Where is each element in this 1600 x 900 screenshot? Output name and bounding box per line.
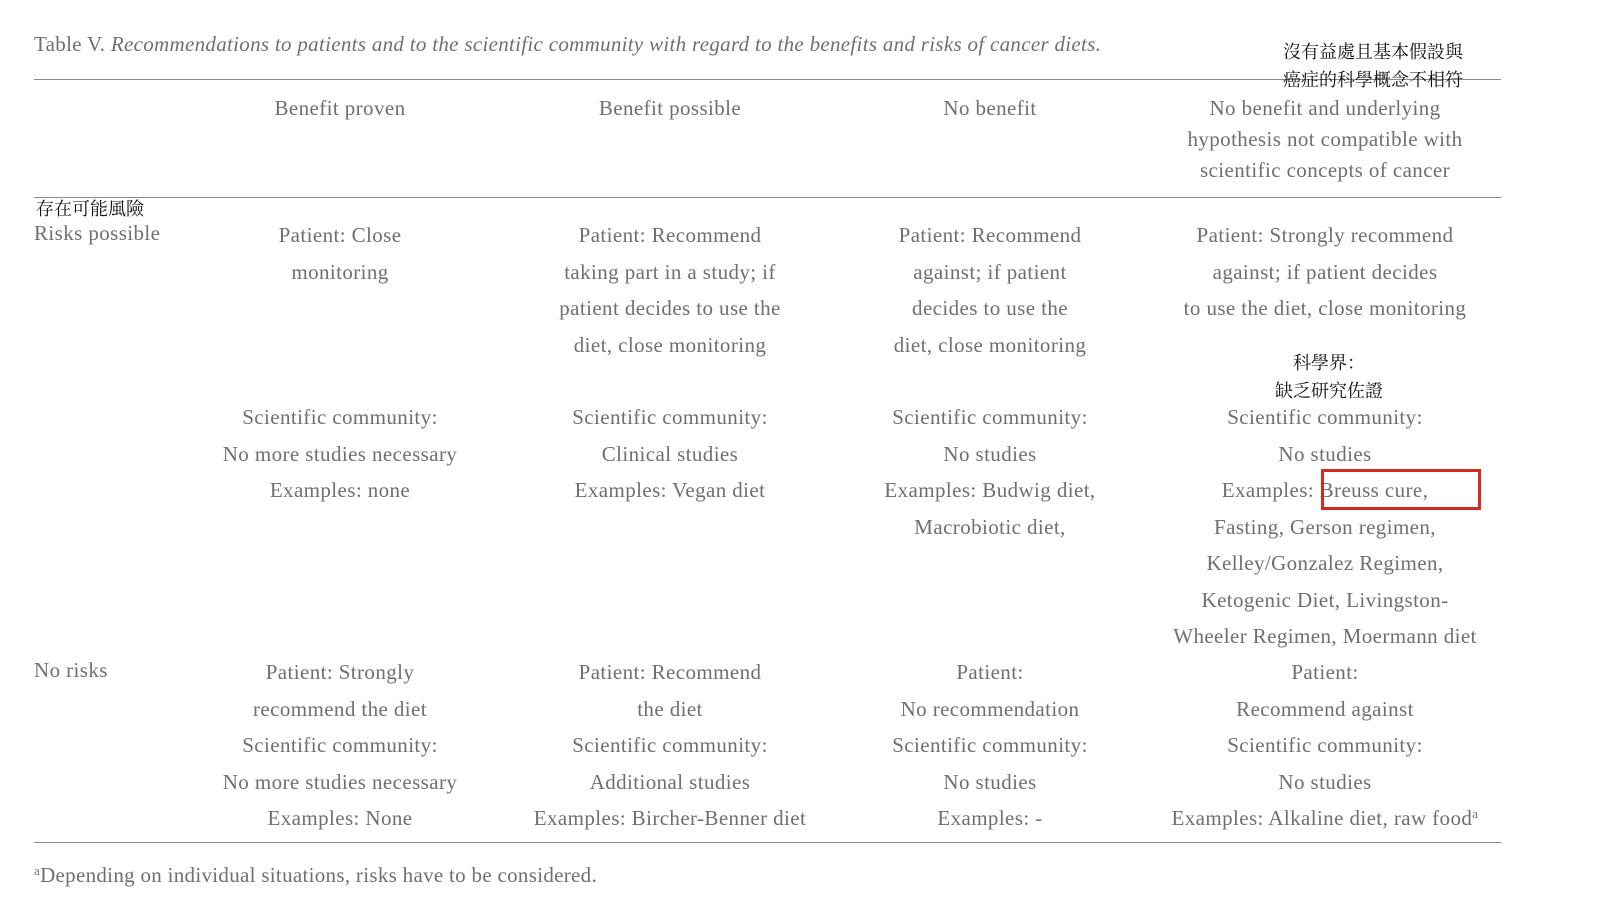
cell-risks-nobenefit-patient [850,217,1130,363]
annotation-line: 沒有益處且基本假設與 [1283,42,1463,63]
cell-line: Clinical studies [601,441,739,466]
bottom-rule [34,842,1501,843]
cell-line: Scientific community: [892,405,1088,429]
cell-line: No recommendation [900,696,1080,721]
table-caption [34,32,1101,57]
col-header-line: Benefit possible [598,96,742,120]
cell-line: recommend the diet [253,696,427,721]
cell-line: Fasting, Gerson regimen, [1214,514,1436,539]
annotation-line: 缺乏研究佐證 [1275,381,1383,402]
cell-line: No studies [943,769,1037,794]
cell-line: Patient: [956,660,1024,684]
col-header-no-benefit-incompatible [1150,93,1500,186]
col-header-line: Benefit proven [274,96,406,120]
cell-line: Examples: Budwig diet, [884,478,1096,502]
cell-line: Patient: Recommend [898,223,1082,247]
cell-line: to use the diet, close monitoring [1183,296,1467,320]
caption-text: Recommendations to patients and to the scientific community with regard to the benefits and risks of cancer diets. [110,32,1102,56]
cell-risks-proven-patient [195,217,485,290]
cell-line: Kelley/Gonzalez Regimen, [1206,551,1444,575]
col-header-no-benefit [850,93,1130,124]
cell-line: No studies [1278,769,1372,794]
header-rule [34,197,1501,198]
row-label-no-risks: No risks [34,658,108,682]
cell-line: diet, close monitoring [573,332,767,357]
cell-line: Patient: [1291,660,1359,684]
cell-line: the diet [637,696,703,721]
footnote-marker: a [34,863,41,878]
annotation-line: 癌症的科學概念不相符 [1283,70,1463,91]
row-label-risks-possible: Risks possible [34,221,161,245]
cell-line: Examples: Bircher-Benner diet [533,806,807,830]
footnote-marker: a [1472,806,1479,821]
cell-risks-proven-science [195,399,485,509]
cell-line: diet, close monitoring [893,332,1087,357]
cell-line: No studies [1278,441,1372,466]
cell-line: Examples: - [937,806,1043,830]
cell-line: No more studies necessary [222,441,458,466]
cell-line: Scientific community: [242,405,438,429]
cell-line-text: Examples: Alkaline diet, raw food [1171,806,1473,830]
caption-prefix: Table V. [34,32,111,56]
annotation-science-note [1269,350,1389,406]
cell-line: Scientific community: [572,405,768,429]
cell-line: against; if patient decides [1212,259,1438,284]
cell-line: monitoring [291,259,389,284]
cell-line: against; if patient [913,259,1067,284]
cell-line: No studies [943,441,1037,466]
cell-line: Scientific community: [242,733,438,757]
cell-line: Recommend against [1236,696,1414,721]
cell-risks-incompatible-patient [1150,217,1500,327]
cell-norisk-nobenefit [850,654,1130,837]
cell-line: No more studies necessary [222,769,458,794]
cell-line-with-superscript [1150,800,1500,837]
cell-norisk-possible [510,654,830,837]
cell-norisk-incompatible [1150,654,1500,837]
cell-line: Patient: Strongly recommend [1196,223,1454,247]
cell-norisk-proven [195,654,485,837]
footnote-text: Depending on individual situations, risks have to be considered. [40,863,598,887]
cell-risks-possible-patient [510,217,830,363]
cell-line: Additional studies [589,769,751,794]
cell-line: Patient: Recommend [578,223,762,247]
cell-line: Wheeler Regimen, Moermann diet [1173,624,1477,648]
cell-line: Examples: Vegan diet [574,478,766,502]
cell-line: decides to use the [912,296,1068,320]
col-header-benefit-proven [195,93,485,124]
annotation-header-note [1283,39,1463,95]
col-header-benefit-possible [510,93,830,124]
cell-risks-nobenefit-science [850,399,1130,545]
cell-line: Macrobiotic diet, [914,514,1066,539]
cell-line: Examples: Breuss cure, [1221,478,1429,502]
col-header-line: No benefit and underlying [1209,96,1441,120]
cell-line: Ketogenic Diet, Livingston- [1201,587,1449,612]
cell-line: Patient: Strongly [265,660,415,684]
cell-line: Patient: Recommend [578,660,762,684]
top-rule [34,79,1501,80]
cell-line: taking part in a study; if [564,259,776,284]
annotation-line: 科學界： [1293,353,1365,374]
col-header-line: scientific concepts of cancer [1199,158,1451,182]
cell-line: Examples: None [267,806,413,830]
cell-risks-incompatible-science [1150,399,1500,655]
col-header-line: No benefit [943,96,1037,120]
cell-line: Scientific community: [1227,405,1423,429]
footnote [34,863,597,888]
cell-line: Scientific community: [892,733,1088,757]
cell-line: Scientific community: [1227,733,1423,757]
cell-line: Examples: none [269,478,411,502]
cell-line: Patient: Close [278,223,402,247]
cell-risks-possible-science [510,399,830,509]
col-header-line: hypothesis not compatible with [1187,127,1463,151]
cell-line: Scientific community: [572,733,768,757]
highlight-box-breuss-cure [1321,469,1481,510]
cell-line: patient decides to use the [559,296,781,320]
annotation-row-note: 存在可能風險 [36,199,144,220]
